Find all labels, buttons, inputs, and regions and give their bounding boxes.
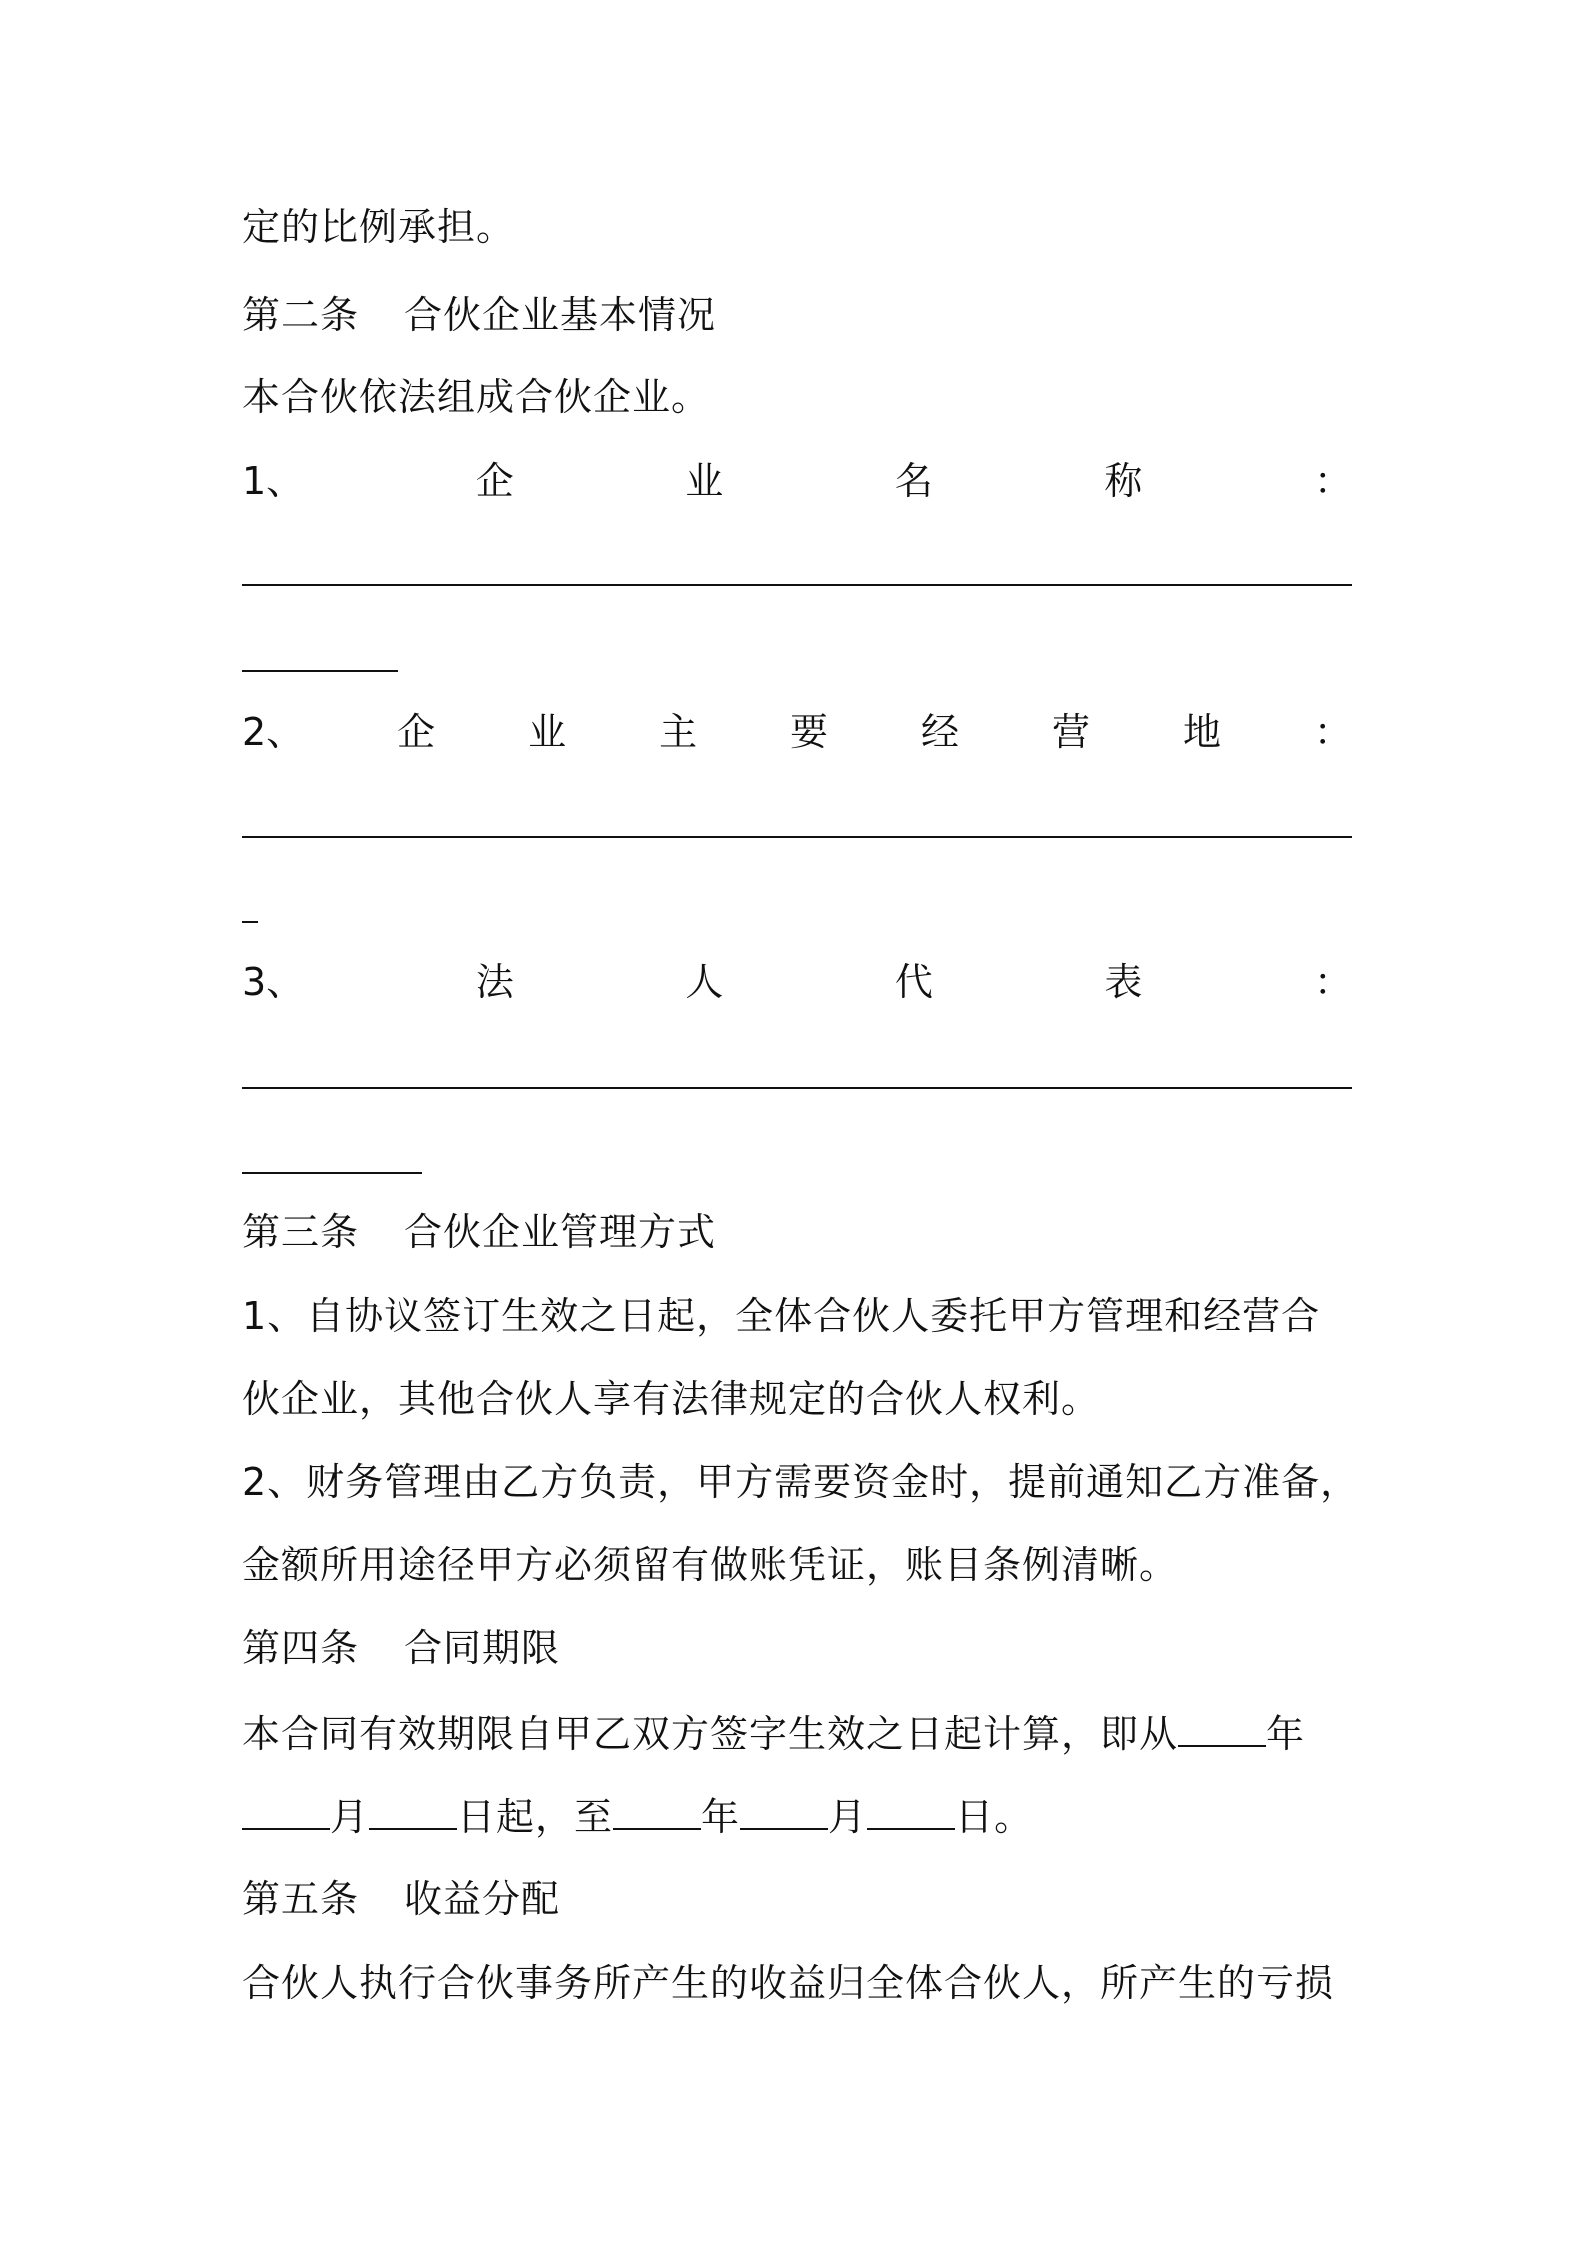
field-2-number: 2、: [242, 710, 305, 754]
field-3-number: 3、: [242, 960, 305, 1004]
field-1-blank-line[interactable]: [242, 584, 1352, 586]
field-1-blank-line-cont[interactable]: [242, 670, 398, 672]
field-2-char: 企: [397, 710, 436, 754]
field-2-colon: ：: [1313, 710, 1352, 754]
paragraph-tail: 定的比例承担。: [242, 205, 516, 249]
start-month-blank[interactable]: [242, 1792, 330, 1830]
year-label: 年: [701, 1795, 741, 1839]
field-3-char: 表: [1104, 960, 1143, 1004]
field-3-colon: ：: [1313, 960, 1352, 1004]
field-1-char: 业: [685, 459, 724, 503]
field-3-blank-line-cont[interactable]: [242, 1172, 422, 1174]
field-2-char: 营: [1051, 710, 1090, 754]
field-2-char: 业: [528, 710, 567, 754]
article-2-heading: [242, 291, 1362, 339]
article-2-intro: 本合伙依法组成合伙企业。: [242, 375, 711, 419]
field-enterprise-name-label: [242, 457, 1352, 505]
field-1-colon: ：: [1313, 459, 1352, 503]
year-label: 年: [1266, 1712, 1306, 1756]
field-1-char: 企: [475, 459, 514, 503]
day-from-label: 日起，至: [457, 1795, 614, 1839]
article-4-line-2: [242, 1792, 1362, 1841]
field-3-blank-line[interactable]: [242, 1087, 1352, 1089]
field-2-blank-line[interactable]: [242, 836, 1352, 838]
article-3-number: 第三条: [242, 1210, 360, 1254]
article-4-term-text: 本合同有效期限自甲乙双方签字生效之日起计算，即从: [242, 1712, 1179, 1756]
article-2-title: 合伙企业基本情况: [404, 293, 717, 337]
article-4-line-1: [242, 1709, 1362, 1758]
article-5-line-1: 合伙人执行合伙事务所产生的收益归全体合伙人，所产生的亏损: [242, 1961, 1335, 2005]
field-3-char: 代: [894, 960, 933, 1004]
article-3-heading: [242, 1208, 1362, 1256]
field-1-char: 名: [894, 459, 933, 503]
article-4-heading: [242, 1624, 1362, 1672]
field-2-char: 要: [790, 710, 829, 754]
start-day-blank[interactable]: [369, 1792, 457, 1830]
article-4-number: 第四条: [242, 1626, 360, 1670]
field-2-char: 主: [659, 710, 698, 754]
field-3-char: 人: [685, 960, 724, 1004]
field-3-char: 法: [475, 960, 514, 1004]
article-3-item-2-line-2: 金额所用途径甲方必须留有做账凭证，账目条例清晰。: [242, 1543, 1179, 1587]
article-3-item-1-line-1: 1、自协议签订生效之日起，全体合伙人委托甲方管理和经营合: [242, 1294, 1321, 1338]
article-3-title: 合伙企业管理方式: [404, 1210, 717, 1254]
end-day-blank[interactable]: [867, 1792, 955, 1830]
article-3-item-1-line-2: 伙企业，其他合伙人享有法律规定的合伙人权利。: [242, 1377, 1101, 1421]
end-month-blank[interactable]: [740, 1792, 828, 1830]
field-1-number: 1、: [242, 459, 305, 503]
start-year-blank[interactable]: [1178, 1709, 1266, 1747]
field-1-char: 称: [1104, 459, 1143, 503]
end-year-blank[interactable]: [613, 1792, 701, 1830]
article-2-number: 第二条: [242, 293, 360, 337]
month-label: 月: [828, 1795, 868, 1839]
field-business-location-label: [242, 708, 1352, 756]
field-legal-representative-label: [242, 958, 1352, 1006]
article-5-title: 收益分配: [404, 1877, 561, 1921]
field-2-char: 经: [921, 710, 960, 754]
field-2-blank-line-cont[interactable]: [242, 921, 258, 923]
article-5-number: 第五条: [242, 1877, 360, 1921]
field-2-char: 地: [1182, 710, 1221, 754]
day-end-label: 日。: [955, 1795, 1034, 1839]
article-5-heading: [242, 1875, 1362, 1923]
article-4-title: 合同期限: [404, 1626, 561, 1670]
article-3-item-2-line-1: 2、财务管理由乙方负责，甲方需要资金时，提前通知乙方准备，: [242, 1460, 1360, 1504]
month-label: 月: [330, 1795, 370, 1839]
